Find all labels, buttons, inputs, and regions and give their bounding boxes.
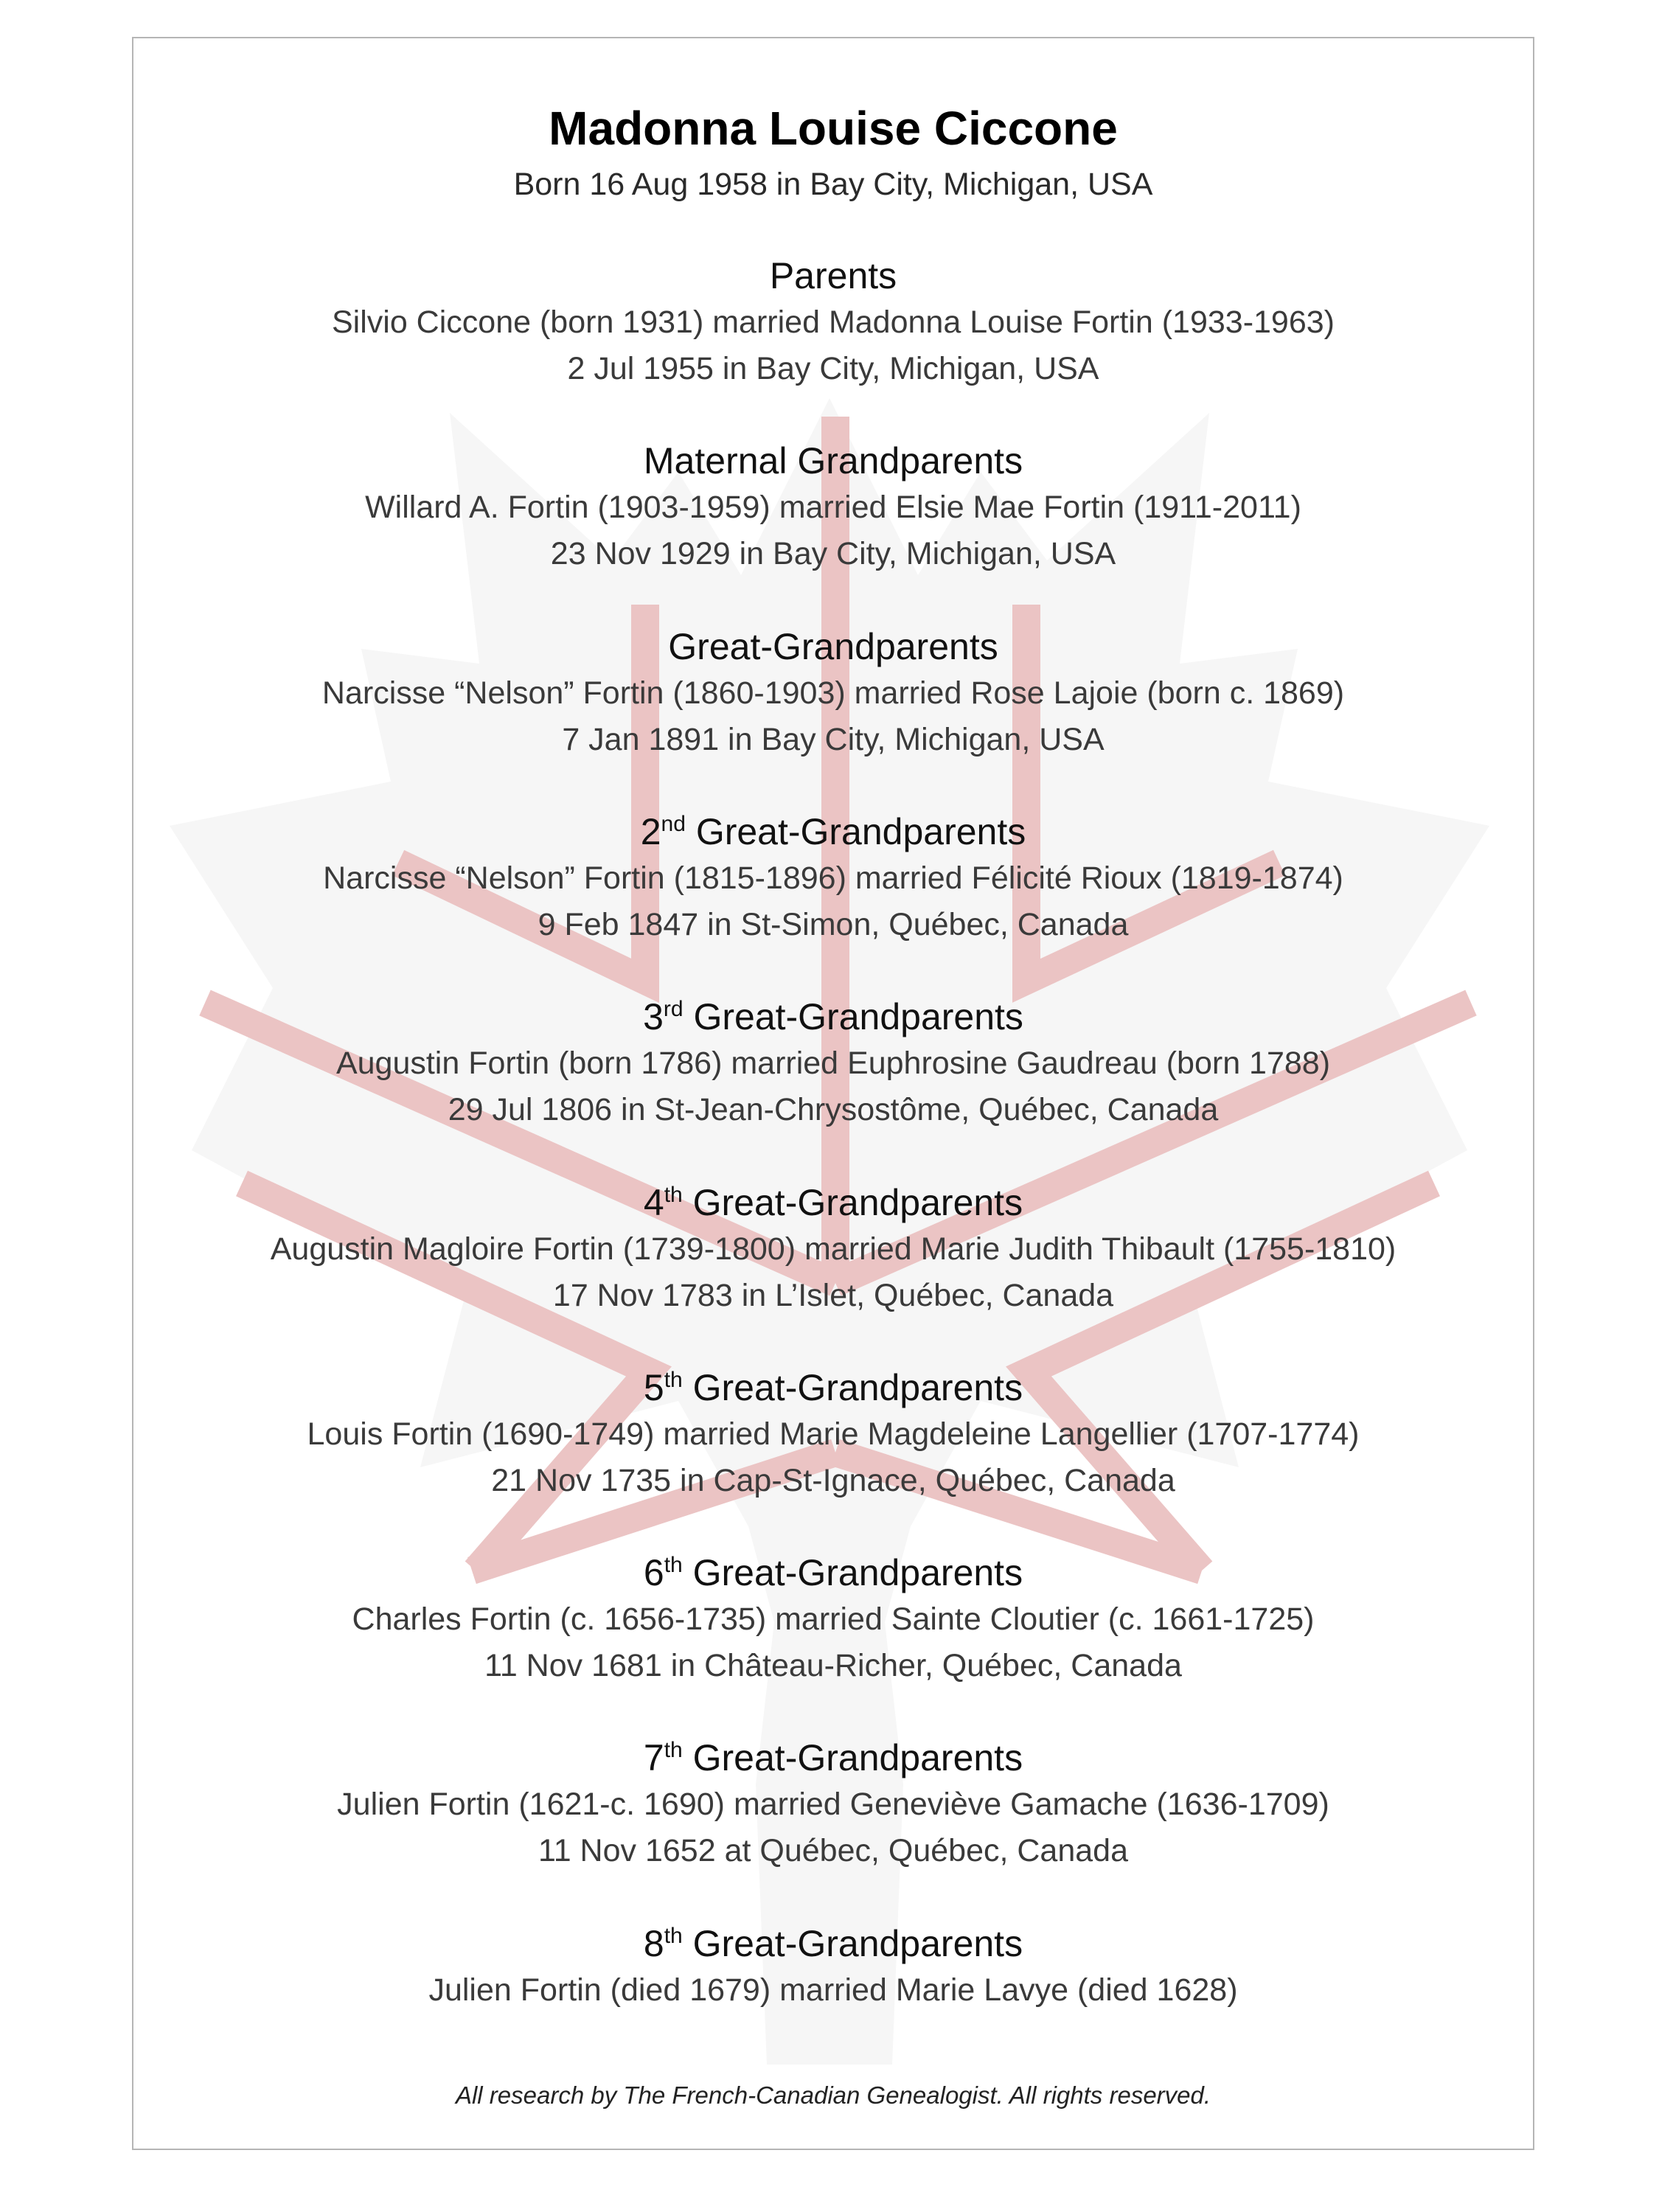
birth-info: Born 16 Aug 1958 in Bay City, Michigan, USA	[513, 167, 1153, 202]
generation-ordinal: 7	[643, 1737, 664, 1778]
marriage-line: 17 Nov 1783 in L’Islet, Québec, Canada	[552, 1278, 1114, 1313]
marriage-line: 23 Nov 1929 in Bay City, Michigan, USA	[550, 536, 1116, 571]
generation-heading	[132, 808, 1534, 855]
generation-label: Great-Grandparents	[682, 1182, 1023, 1223]
ordinal-suffix: th	[664, 1738, 683, 1762]
generation-label: Great-Grandparents	[668, 626, 998, 667]
generation-ordinal: 8	[643, 1923, 664, 1964]
generation-block	[132, 623, 1534, 763]
marriage-line: 29 Jul 1806 in St-Jean-Chrysostôme, Québec, Canada	[448, 1092, 1219, 1127]
couple-line: Julien Fortin (died 1679) married Marie Lavye (died 1628)	[428, 1972, 1238, 2008]
generation-heading	[132, 437, 1534, 484]
generation-block	[132, 1364, 1534, 1504]
generation-label: Great-Grandparents	[682, 1552, 1023, 1593]
couple-line: Silvio Ciccone (born 1931) married Madonna Louise Fortin (1933-1963)	[331, 305, 1335, 340]
ordinal-suffix: rd	[663, 997, 684, 1021]
ordinal-suffix: th	[664, 1924, 683, 1948]
generation-label: Great-Grandparents	[685, 811, 1026, 852]
marriage-line: 2 Jul 1955 in Bay City, Michigan, USA	[567, 351, 1099, 386]
generation-block	[132, 1734, 1534, 1874]
generation-block	[132, 993, 1534, 1133]
generation-ordinal: 6	[643, 1552, 664, 1593]
generation-heading	[132, 1734, 1534, 1781]
generation-label: Maternal Grandparents	[643, 440, 1023, 481]
marriage-line: 11 Nov 1652 at Québec, Québec, Canada	[538, 1833, 1129, 1868]
couple-line: Narcisse “Nelson” Fortin (1815-1896) married Félicité Rioux (1819-1874)	[323, 860, 1343, 896]
generation-ordinal: 2	[640, 811, 661, 852]
generation-heading	[132, 252, 1534, 299]
generation-heading	[132, 1179, 1534, 1226]
generation-ordinal: 5	[643, 1367, 664, 1408]
generation-block	[132, 437, 1534, 577]
marriage-line: 9 Feb 1847 in St-Simon, Québec, Canada	[538, 907, 1129, 942]
couple-line: Charles Fortin (c. 1656-1735) married Sainte Cloutier (c. 1661-1725)	[352, 1601, 1315, 1637]
generation-heading	[132, 1549, 1534, 1596]
generation-heading	[132, 623, 1534, 670]
generation-block	[132, 808, 1534, 948]
generation-block	[132, 1549, 1534, 1689]
generation-label: Great-Grandparents	[682, 1737, 1023, 1778]
couple-line: Augustin Magloire Fortin (1739-1800) married Marie Judith Thibault (1755-1810)	[270, 1231, 1397, 1267]
generation-heading	[132, 1920, 1534, 1967]
generation-heading	[132, 1364, 1534, 1411]
generation-label: Great-Grandparents	[683, 996, 1023, 1037]
generation-block	[132, 252, 1534, 392]
generation-ordinal: 3	[643, 996, 664, 1037]
generation-label: Great-Grandparents	[682, 1923, 1023, 1964]
ordinal-suffix: th	[664, 1553, 683, 1577]
generation-block	[132, 1920, 1534, 2014]
ordinal-suffix: th	[664, 1368, 683, 1392]
couple-line: Narcisse “Nelson” Fortin (1860-1903) married Rose Lajoie (born c. 1869)	[321, 675, 1345, 711]
marriage-line: 7 Jan 1891 in Bay City, Michigan, USA	[562, 722, 1105, 757]
ordinal-suffix: th	[664, 1183, 683, 1207]
generation-label: Great-Grandparents	[682, 1367, 1023, 1408]
generation-label: Parents	[769, 255, 897, 296]
couple-line: Augustin Fortin (born 1786) married Euphrosine Gaudreau (born 1788)	[335, 1046, 1331, 1081]
ordinal-suffix: nd	[661, 812, 686, 836]
marriage-line: 21 Nov 1735 in Cap-St-Ignace, Québec, Canada	[491, 1463, 1175, 1498]
generation-block	[132, 1179, 1534, 1319]
couple-line: Louis Fortin (1690-1749) married Marie Magdeleine Langellier (1707-1774)	[307, 1416, 1360, 1452]
couple-line: Julien Fortin (1621-c. 1690) married Geneviève Gamache (1636-1709)	[337, 1787, 1329, 1822]
generation-ordinal: 4	[643, 1182, 664, 1223]
subject-name: Madonna Louise Ciccone	[549, 102, 1118, 155]
marriage-line: 11 Nov 1681 in Château-Richer, Québec, Canada	[484, 1648, 1182, 1683]
generation-heading	[132, 993, 1534, 1040]
couple-line: Willard A. Fortin (1903-1959) married Elsie Mae Fortin (1911-2011)	[365, 490, 1301, 525]
copyright-notice: All research by The French-Canadian Genealogist. All rights reserved.	[455, 2081, 1211, 2109]
